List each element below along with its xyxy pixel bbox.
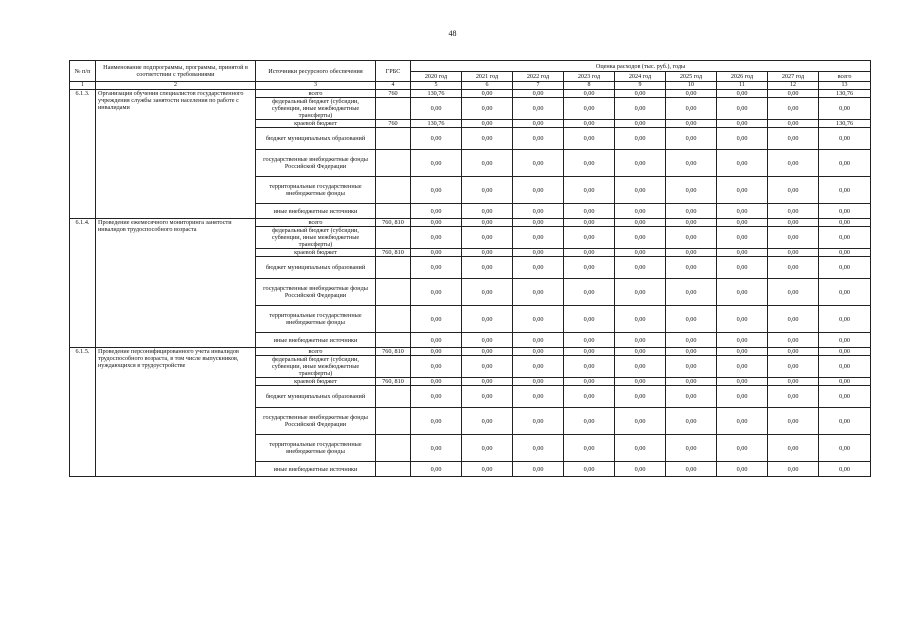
year-value: 0,00 <box>768 333 819 348</box>
year-value: 0,00 <box>666 177 717 204</box>
year-value: 0,00 <box>768 386 819 408</box>
year-value: 0,00 <box>462 386 513 408</box>
header-year: 2020 год <box>411 72 462 82</box>
year-value: 0,00 <box>411 386 462 408</box>
year-value: 0,00 <box>513 348 564 356</box>
grbs-code <box>376 408 411 435</box>
year-value: 0,00 <box>717 177 768 204</box>
column-number: 8 <box>564 82 615 90</box>
total-value: 0,00 <box>819 98 871 120</box>
year-value: 0,00 <box>717 120 768 128</box>
year-value: 0,00 <box>564 462 615 477</box>
year-value: 0,00 <box>411 435 462 462</box>
year-value: 0,00 <box>462 378 513 386</box>
year-value: 0,00 <box>513 98 564 120</box>
year-value: 0,00 <box>513 219 564 227</box>
year-value: 0,00 <box>513 462 564 477</box>
column-number: 2 <box>96 82 256 90</box>
funding-source: территориальные государственные внебюджетные фонды <box>256 177 376 204</box>
year-value: 0,00 <box>462 227 513 249</box>
year-value: 0,00 <box>411 177 462 204</box>
grbs-code <box>376 98 411 120</box>
year-value: 0,00 <box>615 378 666 386</box>
year-value: 0,00 <box>717 219 768 227</box>
year-value: 0,00 <box>666 356 717 378</box>
year-value: 0,00 <box>564 386 615 408</box>
funding-source: иные внебюджетные источники <box>256 462 376 477</box>
total-value: 0,00 <box>819 227 871 249</box>
year-value: 0,00 <box>411 219 462 227</box>
section-number: 6.1.4. <box>70 219 96 348</box>
header-year: 2021 год <box>462 72 513 82</box>
year-value: 0,00 <box>411 306 462 333</box>
year-value: 0,00 <box>411 462 462 477</box>
year-value: 0,00 <box>615 204 666 219</box>
year-value: 0,00 <box>768 348 819 356</box>
year-value: 0,00 <box>768 279 819 306</box>
year-value: 0,00 <box>615 177 666 204</box>
year-value: 0,00 <box>411 128 462 150</box>
year-value: 0,00 <box>411 204 462 219</box>
year-value: 0,00 <box>768 120 819 128</box>
year-value: 0,00 <box>564 227 615 249</box>
year-value: 0,00 <box>768 408 819 435</box>
header-year: 2027 год <box>768 72 819 82</box>
funding-source: краевой бюджет <box>256 249 376 257</box>
year-value: 0,00 <box>411 348 462 356</box>
year-value: 0,00 <box>462 98 513 120</box>
total-value: 0,00 <box>819 306 871 333</box>
year-value: 0,00 <box>462 462 513 477</box>
funding-source: территориальные государственные внебюджетные фонды <box>256 306 376 333</box>
year-value: 0,00 <box>615 150 666 177</box>
year-value: 0,00 <box>462 204 513 219</box>
year-value: 130,76 <box>411 90 462 98</box>
header-year: 2023 год <box>564 72 615 82</box>
column-number-row <box>70 82 871 90</box>
year-value: 0,00 <box>666 227 717 249</box>
funding-source: краевой бюджет <box>256 120 376 128</box>
funding-source: иные внебюджетные источники <box>256 333 376 348</box>
section-number: 6.1.3. <box>70 90 96 219</box>
year-value: 0,00 <box>513 177 564 204</box>
year-value: 0,00 <box>564 120 615 128</box>
grbs-code <box>376 306 411 333</box>
column-number: 7 <box>513 82 564 90</box>
column-number: 1 <box>70 82 96 90</box>
year-value: 0,00 <box>666 150 717 177</box>
column-number: 9 <box>615 82 666 90</box>
section-name: Проведение персонифицированного учета инвалидов трудоспособного возраста, в том числе выпускников, нуждающихся в трудоустройстве <box>96 348 256 477</box>
year-value: 0,00 <box>717 378 768 386</box>
total-value: 0,00 <box>819 386 871 408</box>
year-value: 0,00 <box>564 408 615 435</box>
year-value: 0,00 <box>666 90 717 98</box>
year-value: 0,00 <box>615 227 666 249</box>
funding-source: территориальные государственные внебюджетные фонды <box>256 435 376 462</box>
year-value: 0,00 <box>411 279 462 306</box>
header-estimate: Оценка расходов (тыс. руб.), годы <box>411 61 871 72</box>
year-value: 0,00 <box>768 356 819 378</box>
grbs-code <box>376 204 411 219</box>
year-value: 0,00 <box>717 128 768 150</box>
year-value: 0,00 <box>666 257 717 279</box>
year-value: 0,00 <box>666 348 717 356</box>
header-num: № п/п <box>70 61 96 82</box>
year-value: 0,00 <box>564 219 615 227</box>
funding-source: государственные внебюджетные фонды Российской Федерации <box>256 150 376 177</box>
year-value: 0,00 <box>564 249 615 257</box>
year-value: 0,00 <box>768 227 819 249</box>
header-year-total: всего <box>819 72 871 82</box>
year-value: 0,00 <box>564 257 615 279</box>
year-value: 0,00 <box>411 257 462 279</box>
total-value: 0,00 <box>819 279 871 306</box>
year-value: 0,00 <box>513 279 564 306</box>
funding-source: федеральный бюджет (субсидии, субвенции, иные межбюджетные трансферты) <box>256 98 376 120</box>
section-number: 6.1.5. <box>70 348 96 477</box>
year-value: 0,00 <box>564 90 615 98</box>
total-value: 0,00 <box>819 128 871 150</box>
year-value: 0,00 <box>615 356 666 378</box>
year-value: 0,00 <box>513 120 564 128</box>
year-value: 0,00 <box>768 98 819 120</box>
year-value: 0,00 <box>717 435 768 462</box>
year-value: 0,00 <box>513 435 564 462</box>
year-value: 0,00 <box>717 462 768 477</box>
grbs-code <box>376 435 411 462</box>
year-value: 0,00 <box>768 219 819 227</box>
year-value: 0,00 <box>768 128 819 150</box>
year-value: 0,00 <box>513 128 564 150</box>
year-value: 0,00 <box>615 408 666 435</box>
year-value: 0,00 <box>462 348 513 356</box>
year-value: 0,00 <box>666 204 717 219</box>
year-value: 0,00 <box>717 204 768 219</box>
year-value: 0,00 <box>564 333 615 348</box>
grbs-code: 760, 810 <box>376 348 411 356</box>
total-value: 0,00 <box>819 257 871 279</box>
year-value: 0,00 <box>666 333 717 348</box>
year-value: 0,00 <box>462 306 513 333</box>
year-value: 0,00 <box>666 98 717 120</box>
funding-source: всего <box>256 90 376 98</box>
year-value: 0,00 <box>666 462 717 477</box>
year-value: 0,00 <box>717 98 768 120</box>
year-value: 0,00 <box>513 150 564 177</box>
total-value: 0,00 <box>819 435 871 462</box>
year-value: 0,00 <box>411 249 462 257</box>
year-value: 0,00 <box>768 306 819 333</box>
year-value: 0,00 <box>666 435 717 462</box>
header-source: Источники ресурсного обеспечения <box>256 61 376 82</box>
year-value: 0,00 <box>564 348 615 356</box>
header-year: 2026 год <box>717 72 768 82</box>
total-value: 0,00 <box>819 177 871 204</box>
year-value: 0,00 <box>717 227 768 249</box>
year-value: 0,00 <box>411 333 462 348</box>
grbs-code: 760, 810 <box>376 249 411 257</box>
grbs-code <box>376 462 411 477</box>
year-value: 0,00 <box>462 435 513 462</box>
column-number: 5 <box>411 82 462 90</box>
year-value: 0,00 <box>666 128 717 150</box>
year-value: 0,00 <box>564 128 615 150</box>
total-value: 0,00 <box>819 333 871 348</box>
year-value: 0,00 <box>462 257 513 279</box>
year-value: 0,00 <box>666 386 717 408</box>
year-value: 0,00 <box>666 279 717 306</box>
funding-source: всего <box>256 348 376 356</box>
year-value: 0,00 <box>513 249 564 257</box>
year-value: 0,00 <box>564 435 615 462</box>
header-year: 2025 год <box>666 72 717 82</box>
total-value: 130,76 <box>819 120 871 128</box>
funding-source: федеральный бюджет (субсидии, субвенции, иные межбюджетные трансферты) <box>256 227 376 249</box>
year-value: 0,00 <box>462 356 513 378</box>
grbs-code <box>376 128 411 150</box>
year-value: 0,00 <box>513 356 564 378</box>
year-value: 130,76 <box>411 120 462 128</box>
year-value: 0,00 <box>717 279 768 306</box>
funding-source: федеральный бюджет (субсидии, субвенции, иные межбюджетные трансферты) <box>256 356 376 378</box>
year-value: 0,00 <box>462 249 513 257</box>
year-value: 0,00 <box>513 90 564 98</box>
total-value: 0,00 <box>819 378 871 386</box>
year-value: 0,00 <box>615 90 666 98</box>
year-value: 0,00 <box>666 378 717 386</box>
total-value: 0,00 <box>819 150 871 177</box>
year-value: 0,00 <box>462 128 513 150</box>
year-value: 0,00 <box>513 333 564 348</box>
table-row <box>70 219 871 227</box>
year-value: 0,00 <box>615 279 666 306</box>
year-value: 0,00 <box>717 348 768 356</box>
year-value: 0,00 <box>513 227 564 249</box>
year-value: 0,00 <box>615 462 666 477</box>
year-value: 0,00 <box>666 408 717 435</box>
grbs-code: 760, 810 <box>376 378 411 386</box>
funding-source: иные внебюджетные источники <box>256 204 376 219</box>
year-value: 0,00 <box>564 177 615 204</box>
year-value: 0,00 <box>564 204 615 219</box>
year-value: 0,00 <box>564 378 615 386</box>
column-number: 10 <box>666 82 717 90</box>
total-value: 0,00 <box>819 408 871 435</box>
header-year: 2024 год <box>615 72 666 82</box>
total-value: 0,00 <box>819 219 871 227</box>
year-value: 0,00 <box>513 386 564 408</box>
year-value: 0,00 <box>666 120 717 128</box>
funding-source: всего <box>256 219 376 227</box>
column-number: 3 <box>256 82 376 90</box>
page-number: 48 <box>448 29 457 38</box>
column-number: 12 <box>768 82 819 90</box>
year-value: 0,00 <box>564 356 615 378</box>
grbs-code <box>376 227 411 249</box>
column-number: 11 <box>717 82 768 90</box>
funding-source: бюджет муниципальных образований <box>256 128 376 150</box>
year-value: 0,00 <box>615 306 666 333</box>
year-value: 0,00 <box>462 333 513 348</box>
year-value: 0,00 <box>615 257 666 279</box>
year-value: 0,00 <box>564 150 615 177</box>
year-value: 0,00 <box>615 128 666 150</box>
year-value: 0,00 <box>768 150 819 177</box>
year-value: 0,00 <box>615 249 666 257</box>
column-number: 13 <box>819 82 871 90</box>
year-value: 0,00 <box>768 249 819 257</box>
year-value: 0,00 <box>768 177 819 204</box>
year-value: 0,00 <box>411 227 462 249</box>
total-value: 130,76 <box>819 90 871 98</box>
grbs-code <box>376 356 411 378</box>
year-value: 0,00 <box>768 90 819 98</box>
year-value: 0,00 <box>462 120 513 128</box>
year-value: 0,00 <box>717 356 768 378</box>
header-year: 2022 год <box>513 72 564 82</box>
total-value: 0,00 <box>819 348 871 356</box>
year-value: 0,00 <box>462 219 513 227</box>
year-value: 0,00 <box>411 378 462 386</box>
year-value: 0,00 <box>768 378 819 386</box>
funding-source: бюджет муниципальных образований <box>256 386 376 408</box>
year-value: 0,00 <box>717 333 768 348</box>
grbs-code <box>376 279 411 306</box>
grbs-code <box>376 257 411 279</box>
column-number: 6 <box>462 82 513 90</box>
year-value: 0,00 <box>615 219 666 227</box>
grbs-code <box>376 177 411 204</box>
header-grbs: ГРБС <box>376 61 411 82</box>
year-value: 0,00 <box>615 333 666 348</box>
year-value: 0,00 <box>717 150 768 177</box>
year-value: 0,00 <box>615 98 666 120</box>
table-row <box>70 348 871 356</box>
year-value: 0,00 <box>411 408 462 435</box>
section-name: Проведение ежемесячного мониторинга занятости инвалидов трудоспособного возраста <box>96 219 256 348</box>
year-value: 0,00 <box>768 462 819 477</box>
year-value: 0,00 <box>717 257 768 279</box>
year-value: 0,00 <box>717 386 768 408</box>
year-value: 0,00 <box>768 204 819 219</box>
year-value: 0,00 <box>564 98 615 120</box>
year-value: 0,00 <box>666 219 717 227</box>
year-value: 0,00 <box>462 90 513 98</box>
total-value: 0,00 <box>819 356 871 378</box>
year-value: 0,00 <box>564 279 615 306</box>
year-value: 0,00 <box>717 408 768 435</box>
year-value: 0,00 <box>615 386 666 408</box>
total-value: 0,00 <box>819 204 871 219</box>
year-value: 0,00 <box>462 150 513 177</box>
year-value: 0,00 <box>717 249 768 257</box>
column-number: 4 <box>376 82 411 90</box>
year-value: 0,00 <box>513 408 564 435</box>
grbs-code <box>376 386 411 408</box>
grbs-code <box>376 150 411 177</box>
year-value: 0,00 <box>666 306 717 333</box>
year-value: 0,00 <box>717 90 768 98</box>
year-value: 0,00 <box>615 348 666 356</box>
year-value: 0,00 <box>666 249 717 257</box>
funding-source: краевой бюджет <box>256 378 376 386</box>
grbs-code: 760 <box>376 90 411 98</box>
funding-source: государственные внебюджетные фонды Российской Федерации <box>256 279 376 306</box>
year-value: 0,00 <box>462 279 513 306</box>
year-value: 0,00 <box>513 306 564 333</box>
year-value: 0,00 <box>768 257 819 279</box>
year-value: 0,00 <box>615 120 666 128</box>
year-value: 0,00 <box>564 306 615 333</box>
year-value: 0,00 <box>411 356 462 378</box>
budget-table <box>69 60 871 477</box>
year-value: 0,00 <box>462 177 513 204</box>
year-value: 0,00 <box>513 378 564 386</box>
header-name: Наименование подпрограммы, программы, принятой в соответствии с требованиями <box>96 61 256 82</box>
table-row <box>70 90 871 98</box>
year-value: 0,00 <box>411 98 462 120</box>
year-value: 0,00 <box>513 204 564 219</box>
year-value: 0,00 <box>615 435 666 462</box>
funding-source: государственные внебюджетные фонды Российской Федерации <box>256 408 376 435</box>
year-value: 0,00 <box>513 257 564 279</box>
section-name: Организация обучения специалистов государственного учреждения службы занятости населения по работе с инвалидами <box>96 90 256 219</box>
year-value: 0,00 <box>717 306 768 333</box>
year-value: 0,00 <box>462 408 513 435</box>
year-value: 0,00 <box>411 150 462 177</box>
funding-source: бюджет муниципальных образований <box>256 257 376 279</box>
grbs-code: 760, 810 <box>376 219 411 227</box>
grbs-code: 760 <box>376 120 411 128</box>
total-value: 0,00 <box>819 462 871 477</box>
total-value: 0,00 <box>819 249 871 257</box>
year-value: 0,00 <box>768 435 819 462</box>
grbs-code <box>376 333 411 348</box>
